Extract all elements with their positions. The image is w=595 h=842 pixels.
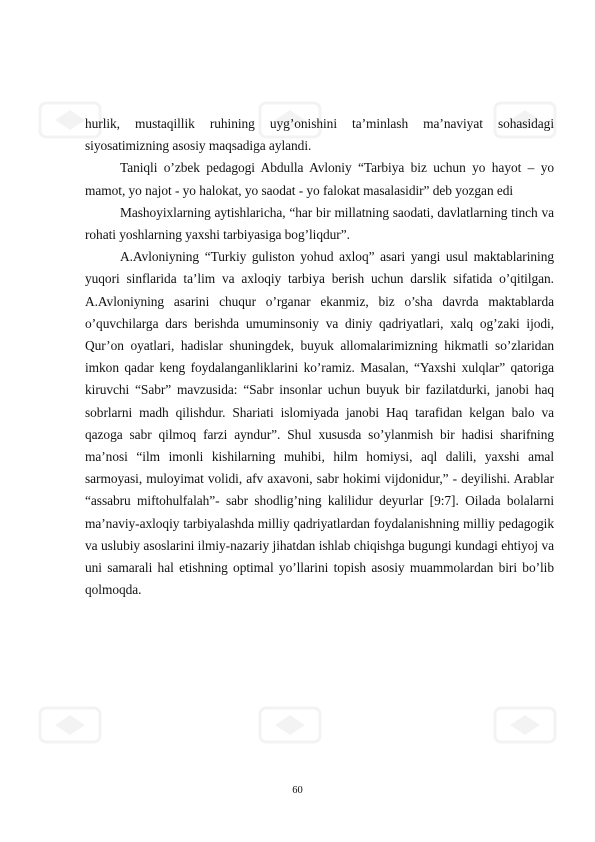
paragraph-turkiy-guliston: A.Avloniyning “Turkiy guliston yohud axloq” asari yangi usul maktablarining yuqori sinflarida ta’lim va axloqiy tarbiya berish uchun darslik sifatida o’qitilgan. A.Avloniyning asarini chuqur o’rganar ekanmiz, biz o’sha davrda maktablarda o’quvchilarga dars berishda umuminsoniy va diniy qadriyatlari, xalq og’zaki ijodi, Qur’on oyatlari, hadislar shuningdek, buyuk allomalarimizning hikmatli so’zlaridan imkon qadar keng foydalanganliklarini ko’ramiz. Masalan, “Yaxshi xulqlar” qatoriga kiruvchi “Sabr” mavzusida: “Sabr insonlar uchun buyuk bir fazilatdurki, janobi haq sobrlarni madh qilishdur. Shariati islomiyada janobi Haq tarafidan kelgan balo va qazoga sabr qilmoq farzi ayndur”. Shul xususda so’ylanmish bir hadisi sharifning ma’nosi “ilm imonli kishilarning muhibi, hilm homiysi, aql dalili, yaxshi amal sarmoyasi, muloyimat volidi, afv axavoni, sabr hokimi vijdonidur,” - deyilishi. Arablar “assabru miftohulfalah”- sabr shodlig’ning kalilidur deyurlar [9:7]. Oilada bolalarni ma’naviy-axloqiy tarbiyalashda milliy qadriyatlardan foydalanishning milliy pedagogik va uslubiy asoslarini ilmiy-nazariy jihatdan ishlab chiqishga bugungi kundagi ehtiyoj va uni samarali hal etishning optimal yo’llarini topish asosiy muammolardan biri bo’lib qolmoqda. <box>85 249 554 598</box>
paragraph-mashoyixlar: Mashoyixlarning aytishlaricha, “har bir millatning saodati, davlatlarning tinch va rohati yoshlarning yaxshi tarbiyasiga bog’liqdur”. <box>85 204 554 243</box>
watermark-icon <box>255 700 325 750</box>
body-text <box>85 113 554 601</box>
paragraph-avloniy-quote: Taniqli o’zbek pedagogi Abdulla Avloniy “Tarbiya biz uchun yo hayot – yo mamot, yo najot - yo halokat, yo saodat - yo falokat masalasidir” deb yozgan edi <box>85 160 554 198</box>
page-number: 60 <box>292 785 303 796</box>
watermark-icon <box>490 700 560 750</box>
watermark-icon <box>35 700 105 750</box>
paragraph-continued: hurlik, mustaqillik ruhining uyg’onishini ta’minlash ma’naviyat sohasidagi siyosatimizning asosiy maqsadiga aylandi. <box>85 116 554 154</box>
